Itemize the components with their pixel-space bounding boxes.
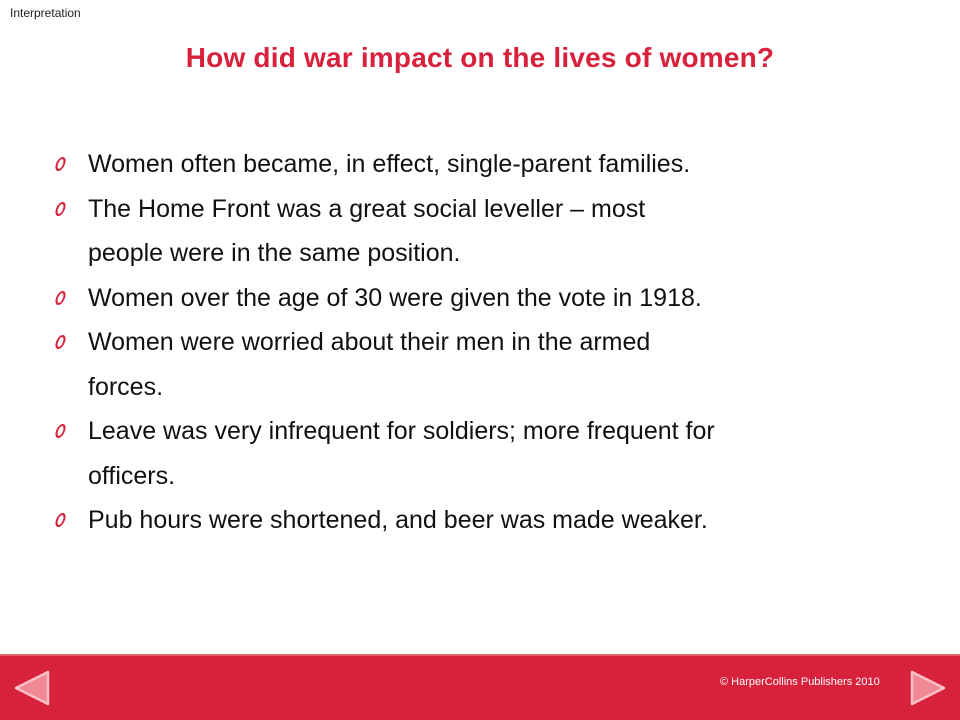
bullet-item [52,320,932,409]
previous-slide-button[interactable] [12,668,52,708]
bullet-text: Women were worried about their men in the armed [88,328,651,356]
bullet-text: Pub hours were shortened, and beer was made weaker. [88,506,708,534]
left-arrow-icon [12,668,52,708]
ring-bullet-icon [54,202,68,216]
bullet-item [52,276,932,321]
ring-bullet-icon [54,513,68,527]
right-arrow-icon [908,668,948,708]
next-slide-button[interactable] [908,668,948,708]
bullet-text: Women over the age of 30 were given the vote in 1918. [88,283,702,312]
bullet-text: The Home Front was a great social leveller – most [88,194,646,223]
bullet-item [52,187,932,276]
bullet-text: Women often became, in effect, single-parent families. [88,150,691,178]
bullet-item [52,409,932,498]
ring-bullet-icon [54,157,68,171]
bullet-item [52,142,932,187]
footer-bar [0,654,960,720]
bullet-text: Leave was very infrequent for soldiers; more frequent for [88,417,715,445]
bullet-list [52,142,932,543]
ring-bullet-icon [54,291,68,305]
bullet-item [52,498,932,543]
bullet-text-continued: officers. [88,461,176,490]
ring-bullet-icon [54,424,68,438]
bullet-text-continued: people were in the same position. [88,239,461,267]
slide-title: How did war impact on the lives of women? [185,42,775,73]
bullet-text-continued: forces. [88,372,164,401]
copyright-notice: © HarperCollins Publishers 2010 [720,676,880,688]
ring-bullet-icon [54,335,68,349]
section-label: Interpretation [10,6,81,20]
